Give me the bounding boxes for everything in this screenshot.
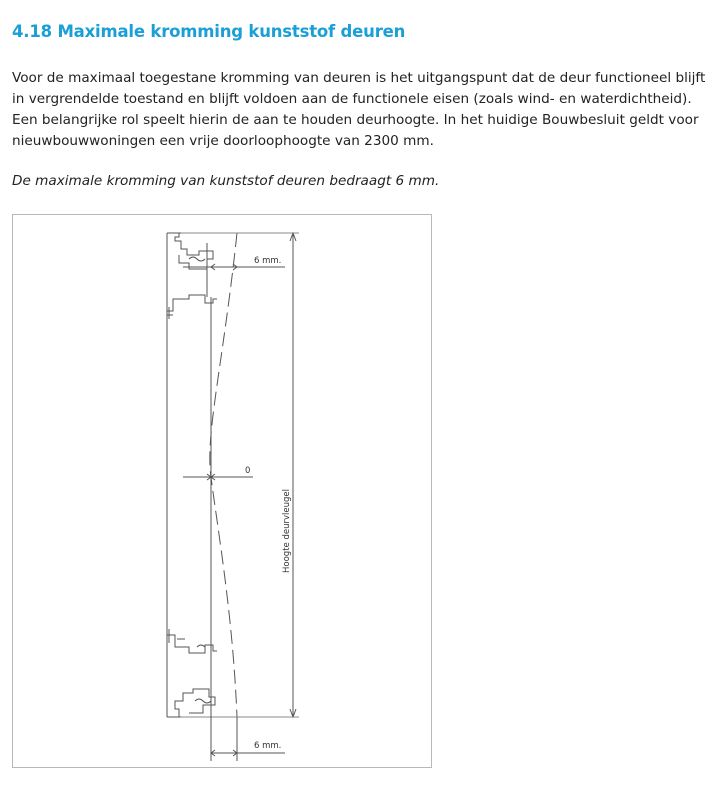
section-heading: 4.18 Maximale kromming kunststof deuren xyxy=(12,22,406,41)
upper-sash-profile xyxy=(167,295,217,311)
lower-sash-threshold xyxy=(197,645,205,647)
lower-sash-profile xyxy=(167,635,217,653)
center-zero-label: 0 xyxy=(245,466,251,476)
top-hinge-profile xyxy=(189,257,205,261)
top-deviation-label: 6 mm. xyxy=(254,256,282,266)
height-dimension-label: Hoogte deurvleugel xyxy=(282,489,292,573)
intro-paragraph: Voor de maximaal toegestane kromming van deuren is het uitgangspunt dat de deur functioneel blijft in vergrendelde toestand en blijft voldoen aan de functionele eisen (zoals wind- en waterdichtheid). Een belangrijke rol speelt hierin de aan te houden deurhoogte. In het huidige Bouwbesluit geldt voor nieuwbouwwoningen een vrije doorloophoogte van 2300 mm. xyxy=(12,70,706,149)
max-curvature-note: De maximale kromming van kunststof deuren bedraagt 6 mm. xyxy=(12,173,440,189)
door-curvature-drawing xyxy=(13,215,433,769)
door-curvature-figure xyxy=(12,214,432,768)
bottom-hinge-profile xyxy=(195,699,211,703)
top-frame-profile xyxy=(167,233,213,269)
lower-sash-detail xyxy=(169,629,185,643)
bottom-deviation-label: 6 mm. xyxy=(254,741,282,751)
upper-sash-detail xyxy=(167,307,173,319)
